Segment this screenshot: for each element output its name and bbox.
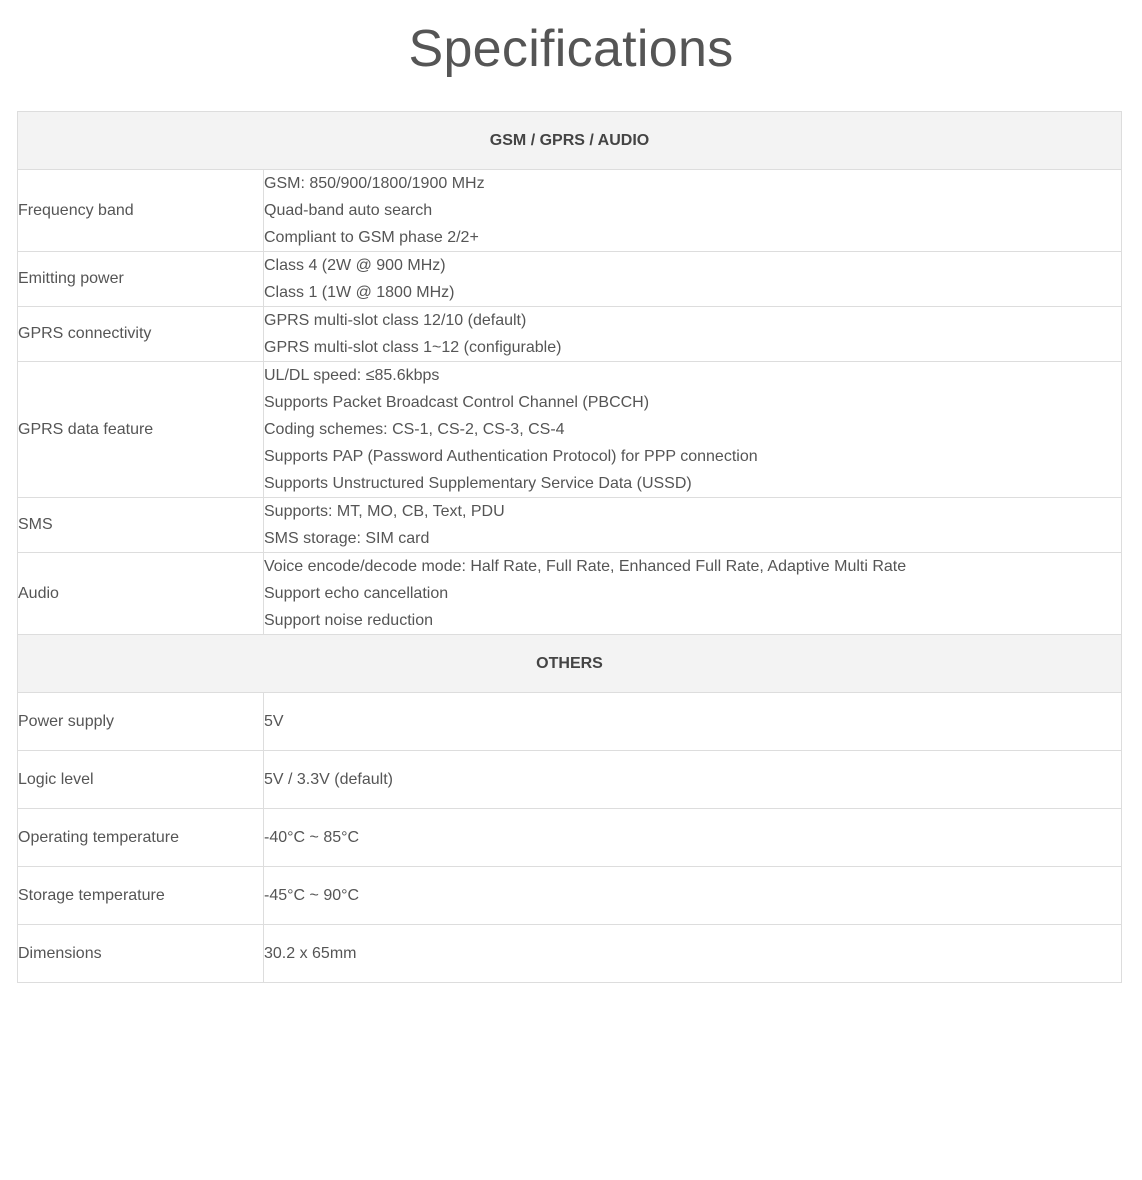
spec-value bbox=[264, 362, 1122, 498]
spec-value-line: GPRS multi-slot class 12/10 (default) bbox=[264, 312, 527, 329]
spec-value: 30.2 x 65mm bbox=[264, 925, 1122, 983]
spec-row-frequency-band bbox=[18, 170, 1122, 252]
spec-value bbox=[264, 307, 1122, 362]
spec-row-gprs-connectivity bbox=[18, 307, 1122, 362]
spec-value: -40°C ~ 85°C bbox=[264, 809, 1122, 867]
spec-value bbox=[264, 252, 1122, 307]
spec-label: GPRS connectivity bbox=[18, 307, 264, 362]
spec-label: Logic level bbox=[18, 751, 264, 809]
spec-value-line: Supports: MT, MO, CB, Text, PDU bbox=[264, 503, 505, 520]
spec-value: 5V / 3.3V (default) bbox=[264, 751, 1122, 809]
spec-value bbox=[264, 170, 1122, 252]
spec-value: 5V bbox=[264, 693, 1122, 751]
spec-value-line: GSM: 850/900/1800/1900 MHz bbox=[264, 175, 485, 192]
spec-label: Operating temperature bbox=[18, 809, 264, 867]
spec-value-line: Supports Unstructured Supplementary Service Data (USSD) bbox=[264, 475, 692, 492]
spec-value-line: Supports Packet Broadcast Control Channel (PBCCH) bbox=[264, 394, 650, 411]
spec-value-line: SMS storage: SIM card bbox=[264, 530, 430, 547]
spec-row-emitting-power bbox=[18, 252, 1122, 307]
spec-value-line: Support echo cancellation bbox=[264, 585, 449, 602]
spec-value: -45°C ~ 90°C bbox=[264, 867, 1122, 925]
spec-value-line: Coding schemes: CS-1, CS-2, CS-3, CS-4 bbox=[264, 421, 565, 438]
spec-label: SMS bbox=[18, 498, 264, 553]
spec-row-sms bbox=[18, 498, 1122, 553]
spec-row-storage-temperature bbox=[18, 867, 1122, 925]
spec-label: Audio bbox=[18, 553, 264, 635]
specifications-table bbox=[17, 111, 1122, 983]
spec-value-line: Support noise reduction bbox=[264, 612, 433, 629]
spec-label: Dimensions bbox=[18, 925, 264, 983]
spec-label: Storage temperature bbox=[18, 867, 264, 925]
spec-label: Power supply bbox=[18, 693, 264, 751]
spec-row-audio bbox=[18, 553, 1122, 635]
spec-value-line: Class 4 (2W @ 900 MHz) bbox=[264, 257, 446, 274]
section-heading: OTHERS bbox=[18, 635, 1122, 693]
spec-row-power-supply bbox=[18, 693, 1122, 751]
spec-value-line: Quad-band auto search bbox=[264, 202, 433, 219]
spec-value-line: Class 1 (1W @ 1800 MHz) bbox=[264, 284, 455, 301]
spec-row-dimensions bbox=[18, 925, 1122, 983]
spec-label: GPRS data feature bbox=[18, 362, 264, 498]
spec-row-gprs-data-feature bbox=[18, 362, 1122, 498]
spec-value-line: Compliant to GSM phase 2/2+ bbox=[264, 229, 479, 246]
spec-label: Emitting power bbox=[18, 252, 264, 307]
spec-label: Frequency band bbox=[18, 170, 264, 252]
spec-row-logic-level bbox=[18, 751, 1122, 809]
section-header-others bbox=[18, 635, 1122, 693]
spec-value-line: Supports PAP (Password Authentication Protocol) for PPP connection bbox=[264, 448, 758, 465]
spec-value-line: Voice encode/decode mode: Half Rate, Full Rate, Enhanced Full Rate, Adaptive Multi Rate bbox=[264, 558, 907, 575]
section-heading: GSM / GPRS / AUDIO bbox=[18, 112, 1122, 170]
section-header-gsm bbox=[18, 112, 1122, 170]
spec-value bbox=[264, 498, 1122, 553]
spec-value-line: UL/DL speed: ≤85.6kbps bbox=[264, 367, 440, 384]
spec-row-operating-temperature bbox=[18, 809, 1122, 867]
page-title: Specifications bbox=[408, 20, 734, 78]
spec-value bbox=[264, 553, 1122, 635]
spec-value-line: GPRS multi-slot class 1~12 (configurable) bbox=[264, 339, 562, 356]
